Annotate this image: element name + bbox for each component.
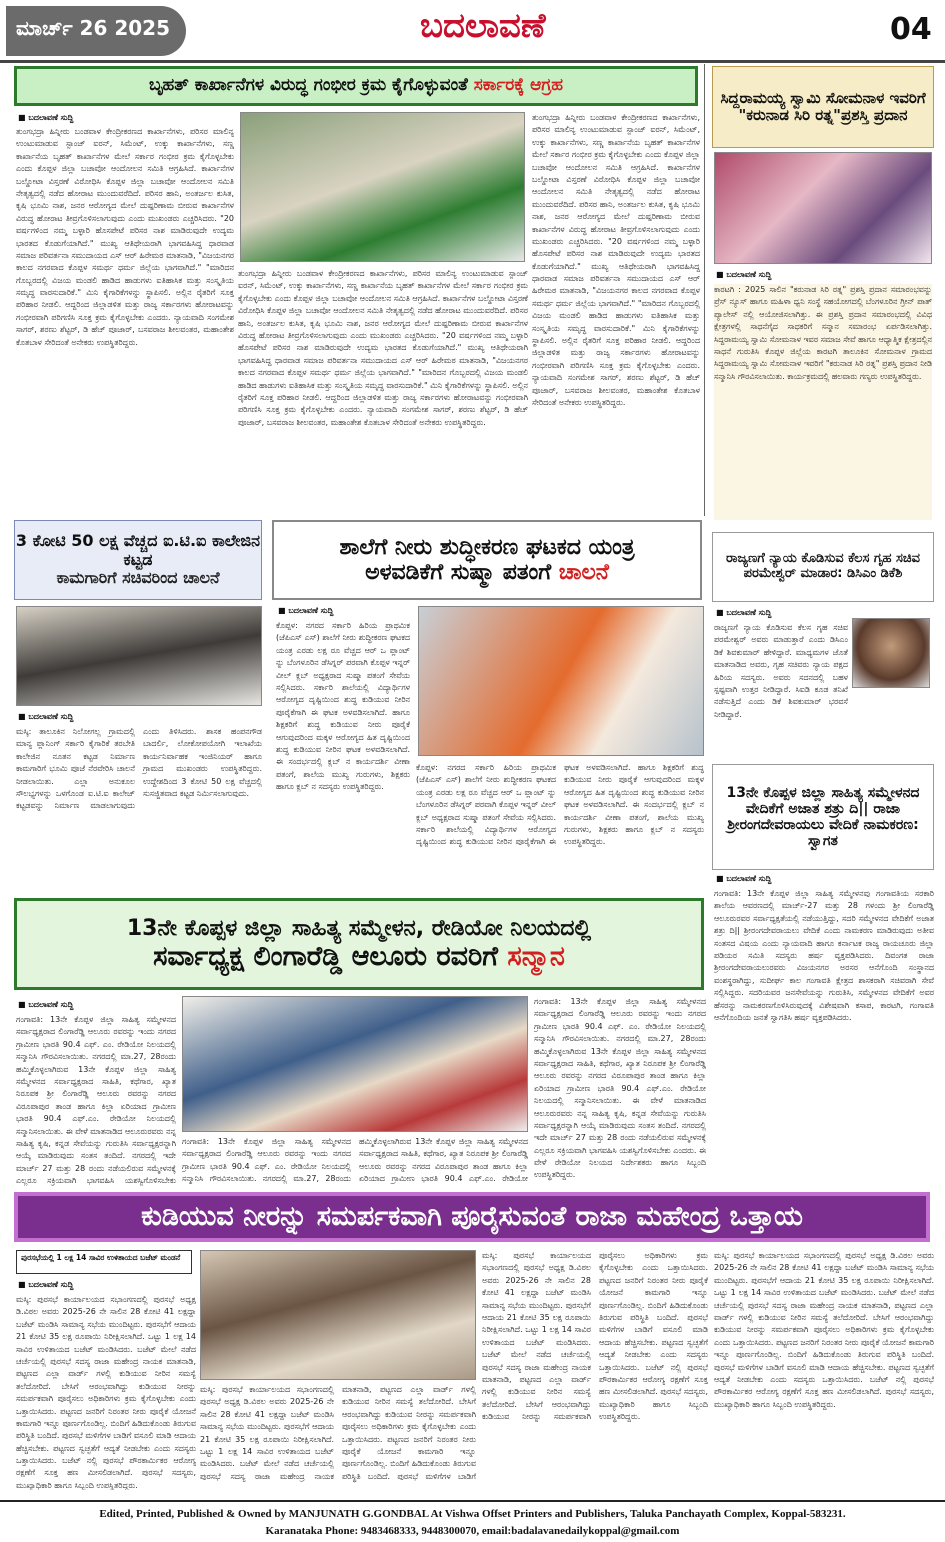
story7-caption: ಗಂಗಾವತಿ: 13ನೇ ಕೊಪ್ಪಳ ಜಿಲ್ಲಾ ಸಾಹಿತ್ಯ ಸಮ್ಮೇಳನದ ಸರ್ವಾಧ್ಯಕ್ಷರಾದ ಲಿಂಗಾರೆಡ್ಡಿ ಆಲೂರು ರವರನ್ನು ಇಂದು ನಗರದ ಗ್ರಾಮೀಣ ಭಾರತಿ 90.4 ಎಫ್. ಎಂ. ರೇಡಿಯೋ ನಿಲಯದಲ್ಲಿ ಸನ್ಮಾನಿಸಿ ಗೌರವಿಸಲಾಯಿತು. ನಗರದಲ್ಲಿ ಮಾ.27, 28ರಂದು ಹಮ್ಮಿಕೊಳ್ಳಲಾಗಿರುವ 13ನೇ ಕೊಪ್ಪಳ ಜಿಲ್ಲಾ ಸಾಹಿತ್ಯ ಸಮ್ಮೇಳನದ ಸರ್ವಾಧ್ಯಕ್ಷರಾದ ಸಾಹಿತಿ, ಕಥೆಗಾರ, ಖ್ಯಾತ ನಿರೂಪಕ ಶ್ರೀ ಲಿಂಗಾರೆಡ್ಡಿ ಆಲೂರು ರವರನ್ನು ನಗರದ ವಿರೂಪಾಪುರ ತಾಂಡ ಹಾಗೂ ಕಿಲ್ಲಾ ಏರಿಯಾದ ಗ್ರಾಮೀಣ ಭಾರತಿ 90.4 ಎಫ್.ಎಂ. ರೇಡಿಯೋ xyxy=(182,1137,528,1184)
story4-headline2-text: ಅಳವಡಿಕೆಗೆ ಸುಷ್ಮಾ ಪತಂಗೆ xyxy=(365,560,552,585)
story3-byline: ■ ಬದಲಾವಣೆ ಸುದ್ದಿ xyxy=(18,712,73,722)
story7-headline xyxy=(14,898,704,990)
story6-headline: 13ನೇ ಕೊಪ್ಪಳ ಜಿಲ್ಲಾ ಸಾಹಿತ್ಯ ಸಮ್ಮೇಳನದ ವೇದಿಕೆಗೆ ಅಜಾತ ಶತ್ರು ದಿ|| ರಾಜಾ ಶ್ರೀರಂಗದೇವರಾಯಲು ವೇದಿಕೆ ನಾಮಕರಣ: ಸ್ವಾಗತ xyxy=(712,764,934,870)
page-number: 04 xyxy=(890,12,932,47)
story5-headline: ರಾಜ್ಯಣಗೆ ನ್ಯಾಯ ಕೊಡಿಸುವ ಕೆಲಸ ಗೃಹ ಸಚಿವ ಪರಮೇಶ್ವರ್ ಮಾಡಾರ: ಡಿಸಿಎಂ ಡಿಕೆಶಿ xyxy=(712,532,934,602)
story5-body: ರಾಜ್ಯಣಗೆ ನ್ಯಾಯ ಕೊಡಿಸುವ ಕೆಲಸ ಗೃಹ ಸಚಿವ ಪರಮೇಶ್ವರ್ ಅವರು ಮಾಡುತ್ತಾರೆ ಎಂದು ಡಿಸಿಎಂ ಡಿಕೆ ಶಿವಕುಮಾರ್ ಹೇಳಿದ್ದಾರೆ. ಮಾಧ್ಯಮಗಳ ಜೊತೆ ಮಾತನಾಡಿದ ಅವರು, ಗೃಹ ಸಚಿವರು ನ್ಯಾಯ ಪಕ್ಷದ ಹಿರಿಯ ಸದಸ್ಯರು. ಅವರು ಸದನದಲ್ಲಿ ಬಹಳ ಸ್ಪಷ್ಟವಾಗಿ ಉತ್ತರ ನೀಡಿದ್ದಾರೆ. ಸಿಐಡಿ ಕೂಡ ತನಿಖೆ ನಡೆಸುತ್ತಿದೆ ಎಂದು ಡಿಕೆ ಶಿವಕುಮಾರ್ ಭರವಸೆ ನೀಡಿದ್ದಾರೆ. xyxy=(714,623,848,719)
story3-headline-text: 3 ಕೋಟಿ 50 ಲಕ್ಷ ವೆಚ್ಚದ ಐ.ಟಿ.ಐ ಕಾಲೇಜಿನ ಕಟ್ಟಡ xyxy=(15,531,261,569)
story7-body-col1: ಗಂಗಾವತಿ: 13ನೇ ಕೊಪ್ಪಳ ಜಿಲ್ಲಾ ಸಾಹಿತ್ಯ ಸಮ್ಮೇಳನದ ಸರ್ವಾಧ್ಯಕ್ಷರಾದ ಲಿಂಗಾರೆಡ್ಡಿ ಆಲೂರು ರವರನ್ನು ಇಂದು ನಗರದ ಗ್ರಾಮೀಣ ಭಾರತಿ 90.4 ಎಫ್. ಎಂ. ರೇಡಿಯೋ ನಿಲಯದಲ್ಲಿ ಸನ್ಮಾನಿಸಿ ಗೌರವಿಸಲಾಯಿತು. ನಗರದಲ್ಲಿ ಮಾ.27, 28ರಂದು ಹಮ್ಮಿಕೊಳ್ಳಲಾಗಿರುವ 13ನೇ ಕೊಪ್ಪಳ ಜಿಲ್ಲಾ ಸಾಹಿತ್ಯ ಸಮ್ಮೇಳನದ ಸರ್ವಾಧ್ಯಕ್ಷರಾದ ಸಾಹಿತಿ, ಕಥೆಗಾರ, ಖ್ಯಾತ ನಿರೂಪಕ ಶ್ರೀ ಲಿಂಗಾರೆಡ್ಡಿ ಆಲೂರು ರವರನ್ನು ನಗರದ ವಿರೂಪಾಪುರ ತಾಂಡ ಹಾಗೂ ಕಿಲ್ಲಾ ಏರಿಯಾದ ಗ್ರಾಮೀಣ ಭಾರತಿ 90.4 ಎಫ್.ಎಂ. ರೇಡಿಯೋ ನಿಲಯದಲ್ಲಿ ಸನ್ಮಾನಿಸಲಾಯಿತು. ಈ ವೇಳೆ ಮಾತನಾಡಿದ ಆಲೂರುರವರು ನನ್ನ ಸಾಹಿತ್ಯ ಕೃಷಿ, ಕನ್ನಡ ಸೇವೆಯನ್ನು ಗುರುತಿಸಿ ಸರ್ವಾಧ್ಯಕ್ಷರನ್ನಾಗಿ ಆಯ್ಕೆ ಮಾಡಿರುವುದು ಸಂತಸ ತಂದಿದೆ. ನಗರದಲ್ಲಿ ಇದೇ ಮಾರ್ಚ್ 27 ಮತ್ತು 28 ರಂದು ನಡೆಯಲಿರುವ ಸಮ್ಮೇಳನಕ್ಕೆ ಎಲ್ಲರೂ ಸಕ್ರಿಯವಾಗಿ ಭಾಗವಹಿಸಿ ಯಶಸ್ವಿಗೊಳಿಸಬೇಕು xyxy=(16,1015,176,1186)
story4-byline: ■ ಬದಲಾವಣೆ ಸುದ್ದಿ xyxy=(278,606,333,616)
story2-byline: ■ ಬದಲಾವಣೆ ಸುದ್ದಿ xyxy=(716,270,771,280)
newspaper-title: ಬದಲಾವಣೆ xyxy=(420,6,546,46)
story7-byline: ■ ಬದಲಾವಣೆ ಸುದ್ದಿ xyxy=(18,1000,73,1010)
story2-headline: ಸಿದ್ದರಾಮಯ್ಯ ಸ್ವಾಮಿ ಸೋಮನಾಳ ಇವರಿಗೆ "ಕರುನಾಡ ಸಿರಿ ರತ್ನ"ಪ್ರಶಸ್ತಿ ಪ್ರದಾನ xyxy=(712,66,934,148)
story7-headline-red: ಸನ್ಮಾನ xyxy=(507,941,565,973)
imprint-footer xyxy=(0,1500,945,1542)
story7-photo xyxy=(182,996,528,1132)
story8-body-col4: ಮಸ್ಕಿ: ಪುರಸಭೆ ಕಾರ್ಯಾಲಯದ ಸಭಾಂಗಣದಲ್ಲಿ ಪುರಸಭೆ ಅಧ್ಯಕ್ಷ ಡಿ.ವಿಠಲ ಅವರು 2025-26 ನೇ ಸಾಲಿನ 28 ಕೋಟಿ 41 ಲಕ್ಷದ್ದಾ ಬಜೆಟ್ ಮಂಡಿಸಿ ಸಾಮಾನ್ಯ ಸಭೆಯ ಮುಂದಿಟ್ಟರು. ಪುರಸಭೆಗೆ ಆದಾಯ 21 ಕೋಟಿ 35 ಲಕ್ಷ ರೂಪಾಯಿ ನಿರೀಕ್ಷಿಸಲಾಗಿದೆ. ಒಟ್ಟು 1 ಲಕ್ಷ 14 ಸಾವಿರ ಉಳಿತಾಯದ ಬಜೆಟ್ ಮಂಡಿಸಿದರು. ಬಜೆಟ್ ಮೇಲೆ ನಡೆದ ಚರ್ಚೆಯಲ್ಲಿ ಪುರಸಭೆ ಸದಸ್ಯ ರಾಜಾ ಮಹೇಂದ್ರ ನಾಯಕ ಮಾತನಾಡಿ, ಪಟ್ಟಣದ ಎಲ್ಲಾ ವಾರ್ಡ್ ಗಳಲ್ಲಿ ಕುಡಿಯುವ ನೀರಿನ ಸಮಸ್ಯೆ ತಲೆದೋರಿದೆ. ಬೇಸಿಗೆ ಆರಂಭವಾಗಿದ್ದು ಕುಡಿಯುವ ನೀರನ್ನು ಸಮರ್ಪಕವಾಗಿ ಪೂರೈಸಲು ಅಧಿಕಾರಿಗಳು ಕ್ರಮ ಕೈಗೊಳ್ಳಬೇಕು ಎಂದು ಒತ್ತಾಯಿಸಿದರು. ಪಟ್ಟಣದ ಜನರಿಗೆ ನಿರಂತರ ನೀರು ಪೂರೈಕೆ ಯೋಜನೆ ಕಾಮಗಾರಿ ಇನ್ನೂ ಪೂರ್ಣಗೊಂಡಿಲ್ಲ. ಬಿಂದಿಗೆ ಹಿಡಿದುಕೊಂಡು ತಿರುಗುವ ಪರಿಸ್ಥಿತಿ ಬಂದಿದೆ. ಪುರಸಭೆ ಮಳಿಗೆಗಳ ಬಾಡಿಗೆ ವಸೂಲಿ ಮಾಡಿ ಆದಾಯ ಹೆಚ್ಚಿಸಬೇಕು. ಪಟ್ಟಣದ ಸ್ವಚ್ಛತೆಗೆ ಆದ್ಯತೆ ನೀಡಬೇಕು ಎಂದು ಸದಸ್ಯರು ಒತ್ತಾಯಿಸಿದರು. ಬಜೆಟ್ ನಲ್ಲಿ ಪುರಸಭೆ ಪೌರಕಾರ್ಮಿಕರ ಆರೋಗ್ಯ ರಕ್ಷಣೆಗೆ ಸೂಕ್ತ ಹಣ ಮೀಸಲಿಡಲಾಗಿದೆ. ಪುರಸಭೆ ಸದಸ್ಯರು, ಮುಖ್ಯಾಧಿಕಾರಿ ಹಾಗೂ ಸಿಬ್ಬಂದಿ ಉಪಸ್ಥಿತರಿದ್ದರು. xyxy=(714,1251,934,1409)
story8-body-col1: ಮಸ್ಕಿ: ಪುರಸಭೆ ಕಾರ್ಯಾಲಯದ ಸಭಾಂಗಣದಲ್ಲಿ ಪುರಸಭೆ ಅಧ್ಯಕ್ಷ ಡಿ.ವಿಠಲ ಅವರು 2025-26 ನೇ ಸಾಲಿನ 28 ಕೋಟಿ 41 ಲಕ್ಷದ್ದಾ ಬಜೆಟ್ ಮಂಡಿಸಿ ಸಾಮಾನ್ಯ ಸಭೆಯ ಮುಂದಿಟ್ಟರು. ಪುರಸಭೆಗೆ ಆದಾಯ 21 ಕೋಟಿ 35 ಲಕ್ಷ ರೂಪಾಯಿ ನಿರೀಕ್ಷಿಸಲಾಗಿದೆ. ಒಟ್ಟು 1 ಲಕ್ಷ 14 ಸಾವಿರ ಉಳಿತಾಯದ ಬಜೆಟ್ ಮಂಡಿಸಿದರು. ಬಜೆಟ್ ಮೇಲೆ ನಡೆದ ಚರ್ಚೆಯಲ್ಲಿ ಪುರಸಭೆ ಸದಸ್ಯ ರಾಜಾ ಮಹೇಂದ್ರ ನಾಯಕ ಮಾತನಾಡಿ, ಪಟ್ಟಣದ ಎಲ್ಲಾ ವಾರ್ಡ್ ಗಳಲ್ಲಿ ಕುಡಿಯುವ ನೀರಿನ ಸಮಸ್ಯೆ ತಲೆದೋರಿದೆ. ಬೇಸಿಗೆ ಆರಂಭವಾಗಿದ್ದು ಕುಡಿಯುವ ನೀರನ್ನು ಸಮರ್ಪಕವಾಗಿ ಪೂರೈಸಲು ಅಧಿಕಾರಿಗಳು ಕ್ರಮ ಕೈಗೊಳ್ಳಬೇಕು ಎಂದು ಒತ್ತಾಯಿಸಿದರು. ಪಟ್ಟಣದ ಜನರಿಗೆ ನಿರಂತರ ನೀರು ಪೂರೈಕೆ ಯೋಜನೆ ಕಾಮಗಾರಿ ಇನ್ನೂ ಪೂರ್ಣಗೊಂಡಿಲ್ಲ. ಬಿಂದಿಗೆ ಹಿಡಿದುಕೊಂಡು ತಿರುಗುವ ಪರಿಸ್ಥಿತಿ ಬಂದಿದೆ. ಪುರಸಭೆ ಮಳಿಗೆಗಳ ಬಾಡಿಗೆ ವಸೂಲಿ ಮಾಡಿ ಆದಾಯ ಹೆಚ್ಚಿಸಬೇಕು. ಪಟ್ಟಣದ ಸ್ವಚ್ಛತೆಗೆ ಆದ್ಯತೆ ನೀಡಬೇಕು ಎಂದು ಸದಸ್ಯರು ಒತ್ತಾಯಿಸಿದರು. ಬಜೆಟ್ ನಲ್ಲಿ ಪುರಸಭೆ ಪೌರಕಾರ್ಮಿಕರ ಆರೋಗ್ಯ ರಕ್ಷಣೆಗೆ ಸೂಕ್ತ ಹಣ ಮೀಸಲಿಡಲಾಗಿದೆ. ಪುರಸಭೆ ಸದಸ್ಯರು, ಮುಖ್ಯಾಧಿಕಾರಿ ಹಾಗೂ ಸಿಬ್ಬಂದಿ ಉಪಸ್ಥಿತರಿದ್ದರು. xyxy=(16,1295,196,1490)
imprint-line2: Karanataka Phone: 9483468333, 9448300070, email:badalavanedailykoppal@gmail.com xyxy=(265,1524,680,1537)
column-divider xyxy=(704,64,705,516)
story1-headline-red: ಸರ್ಕಾರಕ್ಕೆ ಆಗ್ರಹ xyxy=(473,75,564,96)
story3-photo xyxy=(16,606,262,706)
story4-headline-red: ಚಾಲನೆ xyxy=(558,560,609,585)
story2-body: ಕಾರಟಗಿ : 2025 ಸಾಲಿನ "ಕರುನಾಡ ಸಿರಿ ರತ್ನ" ಪ್ರಶಸ್ತಿ ಪ್ರದಾನ ಸಮಾರಂಭವನ್ನು ಪ್ರೆಸ್ ನ್ಯೂಸ್ ಹಾಗೂ ಮಹಿಳಾ ಧ್ವನಿ ಸಂಸ್ಥೆ ಸಹಯೋಗದಲ್ಲಿ ಬೆಂಗಳೂರಿನ ಗ್ರೀನ್ ಪಾತ್ ಪ್ಯಾಲೇಸ್ ನಲ್ಲಿ ಆಯೋಜಿಸಲಾಗಿತ್ತು. ಈ ಪ್ರಶಸ್ತಿ ಪ್ರದಾನ ಸಮಾರಂಭದಲ್ಲಿ ವಿವಿಧ ಕ್ಷೇತ್ರಗಳಲ್ಲಿ ಸಾಧನೆಗೈದ ಸಾಧಕರಿಗೆ ಸನ್ಮಾನ ಸಮಾರಂಭ ಏರ್ಪಡಿಸಲಾಗಿತ್ತು. ಸಿದ್ದರಾಮಯ್ಯ ಸ್ವಾಮಿ ಸೋಮನಾಳ ಇವರ ಸಮಾಜ ಸೇವೆ ಹಾಗೂ ಆಧ್ಯಾತ್ಮಿಕ ಕ್ಷೇತ್ರದಲ್ಲಿನ ಸಾಧನೆ ಗುರುತಿಸಿ ಕೊಪ್ಪಳ ಜಿಲ್ಲೆಯ ಕಾರಟಗಿ ತಾಲೂಕಿನ ಸೋಮನಾಳ ಗ್ರಾಮದ ಸಿದ್ದರಾಮಯ್ಯ ಸ್ವಾಮಿ ಸೋಮನಾಳ ಇವರಿಗೆ "ಕರುನಾಡ ಸಿರಿ ರತ್ನ" ಪ್ರಶಸ್ತಿ ಪ್ರದಾನ ನೀಡಿ ಸನ್ಮಾನಿಸಿ ಗೌರವಿಸಲಾಯಿತು. ಕಾರ್ಯಕ್ರಮದಲ್ಲಿ ಹಲವಾರು ಗಣ್ಯರು ಉಪಸ್ಥಿತರಿದ್ದರು. xyxy=(714,284,932,520)
story1-headline-text: ಬೃಹತ್ ಕಾರ್ಖಾನೆಗಳ ವಿರುದ್ಧ ಗಂಭೀರ ಕ್ರಮ ಕೈಗೊಳ್ಳುವಂತೆ xyxy=(148,75,468,96)
story4-headline-line2 xyxy=(365,560,609,585)
story8-body-col2: ಮಸ್ಕಿ: ಪುರಸಭೆ ಕಾರ್ಯಾಲಯದ ಸಭಾಂಗಣದಲ್ಲಿ ಪುರಸಭೆ ಅಧ್ಯಕ್ಷ ಡಿ.ವಿಠಲ ಅವರು 2025-26 ನೇ ಸಾಲಿನ 28 ಕೋಟಿ 41 ಲಕ್ಷದ್ದಾ ಬಜೆಟ್ ಮಂಡಿಸಿ ಸಾಮಾನ್ಯ ಸಭೆಯ ಮುಂದಿಟ್ಟರು. ಪುರಸಭೆಗೆ ಆದಾಯ 21 ಕೋಟಿ 35 ಲಕ್ಷ ರೂಪಾಯಿ ನಿರೀಕ್ಷಿಸಲಾಗಿದೆ. ಒಟ್ಟು 1 ಲಕ್ಷ 14 ಸಾವಿರ ಉಳಿತಾಯದ ಬಜೆಟ್ ಮಂಡಿಸಿದರು. ಬಜೆಟ್ ಮೇಲೆ ನಡೆದ ಚರ್ಚೆಯಲ್ಲಿ ಪುರಸಭೆ ಸದಸ್ಯ ರಾಜಾ ಮಹೇಂದ್ರ ನಾಯಕ ಮಾತನಾಡಿ, ಪಟ್ಟಣದ ಎಲ್ಲಾ ವಾರ್ಡ್ ಗಳಲ್ಲಿ ಕುಡಿಯುವ ನೀರಿನ ಸಮಸ್ಯೆ ತಲೆದೋರಿದೆ. ಬೇಸಿಗೆ ಆರಂಭವಾಗಿದ್ದು ಕುಡಿಯುವ ನೀರನ್ನು ಸಮರ್ಪಕವಾಗಿ ಪೂರೈಸಲು ಅಧಿಕಾರಿಗಳು ಕ್ರಮ ಕೈಗೊಳ್ಳಬೇಕು ಎಂದು ಒತ್ತಾಯಿಸಿದರು. ಪಟ್ಟಣದ ಜನರಿಗೆ ನಿರಂತರ ನೀರು ಪೂರೈಕೆ ಯೋಜನೆ ಕಾಮಗಾರಿ ಇನ್ನೂ ಪೂರ್ಣಗೊಂಡಿಲ್ಲ. ಬಿಂದಿಗೆ ಹಿಡಿದುಕೊಂಡು ತಿರುಗುವ ಪರಿಸ್ಥಿತಿ ಬಂದಿದೆ. ಪುರಸಭೆ ಮಳಿಗೆಗಳ ಬಾಡಿಗೆ xyxy=(200,1385,476,1481)
story4-headline-line1: ಶಾಲೆಗೆ ನೀರು ಶುದ್ಧೀಕರಣ ಘಟಕದ ಯಂತ್ರ xyxy=(339,534,635,560)
story1-photo xyxy=(240,112,525,262)
issue-date: ಮಾರ್ಚ್ 26 2025 xyxy=(6,6,186,56)
story4-body-col2: ಕೊಪ್ಪಳ: ನಗರದ ಸರ್ಕಾರಿ ಹಿರಿಯ ಪ್ರಾಥಮಿಕ (ಜೆಪಿಎಸ್ ಎಸ್) ಶಾಲೆಗೆ ನೀರು ಶುದ್ಧೀಕರಣ ಘಟಕದ ಯಂತ್ರ ಎರಡು ಲಕ್ಷ ರೂ ವೆಚ್ಚದ ಆರ್ ಒ ಪ್ಲಾಂಟ್ ನ್ನು ಬೆಂಗಳೂರಿನ ಡೆಸಿಗ್ನರ್ ಪರವಾಗಿ ಕೊಪ್ಪಳ ಇನ್ನರ್ ವೀಲ್ ಕ್ಲಬ್ ಅಧ್ಯಕ್ಷರಾದ ಸುಷ್ಮಾ ಪತಂಗೆ ಸೇವೆಯ ಸಲ್ಲಿಸಿದರು. ಸರ್ಕಾರಿ ಶಾಲೆಯಲ್ಲಿ ವಿದ್ಯಾರ್ಥಿಗಳ ಆರೋಗ್ಯದ ದೃಷ್ಟಿಯಿಂದ ಶುದ್ಧ ಕುಡಿಯುವ ನೀರಿನ ಪೂರೈಕೆಗಾಗಿ ಈ ಘಟಕ ಅಳವಡಿಸಲಾಗಿದೆ. ಹಾಗೂ ಶಿಕ್ಷಕರಿಗೆ ಶುದ್ಧ ಕುಡಿಯುವ ನೀರು ಪೂರೈಕೆ ಆಗುವುದರಿಂದ ಮಕ್ಕಳ ಆರೋಗ್ಯದ ಹಿತ ದೃಷ್ಟಿಯಿಂದ ಶುದ್ಧ ಕುಡಿಯುವ ನೀರಿನ ಘಟಕ ಅಳವಡಿಸಲಾಗಿದೆ. ಈ ಸಂದರ್ಭದಲ್ಲಿ ಕ್ಲಬ್ ನ ಕಾರ್ಯದರ್ಶಿ ವೀಣಾ ಪತಂಗೆ, ಶಾಲೆಯ ಮುಖ್ಯ ಗುರುಗಳು, ಶಿಕ್ಷಕರು ಹಾಗೂ ಕ್ಲಬ್ ನ ಸದಸ್ಯರು ಉಪಸ್ಥಿತರಿದ್ದರು. xyxy=(416,763,704,847)
story1-body-col1: ತುಂಗಭದ್ರಾ ಹಿನ್ನೀರು ಬಂಡವಾಳ ಕೇಂದ್ರೀಕರಣದ ಕಾರ್ಖಾನೆಗಳು, ಪರಿಸರ ಮಾಲಿನ್ಯ ಉಂಟುಮಾಡುವ ಸ್ಪಾಂಜ್ ಐರನ್, ಸಿಮೆಂಟ್, ಉಕ್ಕು ಕಾರ್ಖಾನೆಗಳು, ಸಣ್ಣ ಕಾರ್ಖಾನೆಯ ಬೃಹತ್ ಕಾರ್ಖಾನೆಗಳ ಮೇಲೆ ಸರ್ಕಾರ ಗಂಭೀರ ಕ್ರಮ ಕೈಗೊಳ್ಳಬೇಕು ಎಂದು ಕೊಪ್ಪಳ ಜಿಲ್ಲಾ ಬಚಾವೋ ಆಂದೋಲನ ಸಮಿತಿ ಆಗ್ರಹಿಸಿದೆ. ಕಾರ್ಖಾನೆಗಳ ಬಲ್ಡೋಟಾ ವಿಸ್ತರಣೆ ವಿರೋಧಿಸಿ ಕೊಪ್ಪಳ ಜಿಲ್ಲಾ ಬಚಾವೋ ಆಂದೋಲನ ಸಮಿತಿ ನೇತೃತ್ವದಲ್ಲಿ ನಡೆದ ಹೋರಾಟ ಮುಂದುವರೆದಿದೆ. ಪರಿಸರ ಹಾನಿ, ಅಂತರ್ಜಲ ಕುಸಿತ, ಕೃಷಿ ಭೂಮಿ ನಾಶ, ಜನರ ಆರೋಗ್ಯದ ಮೇಲೆ ದುಷ್ಪರಿಣಾಮ ಬೀರುವ ಕಾರ್ಖಾನೆಗಳ ವಿರುದ್ಧ ಹೋರಾಟ ತೀವ್ರಗೊಳಿಸಲಾಗುವುದು ಎಂದು ಮುಖಂಡರು ಎಚ್ಚರಿಸಿದರು. "20 ವರ್ಷಗಳಿಂದ ನಮ್ಮ ಬಳ್ಳಾರಿ ಹೊಸಪೇಟೆ ಪರಿಸರ ನಾಶ ಮಾಡಿರುವುದೇ ಉದ್ಯಮ ಭಾರತದ ಕೊಡುಗೆಯಾಗಿದೆ." ಮುಖ್ಯ ಆತಿಥೇಯರಾಗಿ ಭಾಗವಹಿಸಿದ್ದ ಧಾರವಾಡ ಸಮಾಜ ಪರಿವರ್ತನಾ ಸಮುದಾಯದ ಎಸ್ ಆರ್ ಹಿರೇಮಠ ಮಾತನಾಡಿ, "ವಿಜಯನಗರ ಕಾಲದ ನಗರವಾದ ಕೊಪ್ಪಳ ಸಮರ್ಥ ಧರ್ಮ ಜಿಲ್ಲೆಯ ಭಾಗವಾಗಿದೆ." "ಮಾರಿದನ ಗೊಬ್ಬರದಲ್ಲಿ ವಿಜಯ ಮಂಡಲಿ ಹಾಡಿದ ಹಾಡುಗಳು ಐತಿಹಾಸಿಕ ಮತ್ತು ಸಂಸ್ಕೃತಿಯ ಸಮೃದ್ಧ ವಾರಸುದಾರಿಕೆ." ಮಿನಿ ಕೈಗಾರಿಕೆಗಳನ್ನು ಸ್ಥಾಪಿಸಲಿ. ಅಲ್ಲಿನ ರೈತರಿಗೆ ಸೂಕ್ತ ಪರಿಹಾರ ನೀಡಲಿ. ಆದ್ದರಿಂದ ಜಿಲ್ಲಾಡಳಿತ ಮತ್ತು ರಾಜ್ಯ ಸರ್ಕಾರಗಳು ಹೋರಾಟವನ್ನು ಗಂಭೀರವಾಗಿ ಪರಿಗಣಿಸಿ ಸೂಕ್ತ ಕ್ರಮ ಕೈಗೊಳ್ಳಬೇಕು ಎಂದರು. ನ್ಯಾಯವಾದಿ ಸಂಗಮೇಶ ಸಾಗರ್, ಶರಣು ಶೆಟ್ಟರ್, ಡಿ ಹೆಚ್ ಪೂಜಾರ್, ಬಸವರಾಜ ಶೀಲವಂತರ, ಮಹಾಂತೇಶ ಕೊತಬಾಳ ಸೇರಿದಂತೆ ಅನೇಕರು ಉಪಸ್ಥಿತರಿದ್ದರು. xyxy=(16,127,234,347)
story3-headline xyxy=(14,520,262,600)
story7-headline2-text: ಸರ್ವಾಧ್ಯಕ್ಷ ಲಿಂಗಾರೆಡ್ಡಿ ಆಲೂರು ರವರಿಗೆ xyxy=(153,941,498,973)
story7-body-col2: ಗಂಗಾವತಿ: 13ನೇ ಕೊಪ್ಪಳ ಜಿಲ್ಲಾ ಸಾಹಿತ್ಯ ಸಮ್ಮೇಳನದ ಸರ್ವಾಧ್ಯಕ್ಷರಾದ ಲಿಂಗಾರೆಡ್ಡಿ ಆಲೂರು ರವರನ್ನು ಇಂದು ನಗರದ ಗ್ರಾಮೀಣ ಭಾರತಿ 90.4 ಎಫ್. ಎಂ. ರೇಡಿಯೋ ನಿಲಯದಲ್ಲಿ ಸನ್ಮಾನಿಸಿ ಗೌರವಿಸಲಾಯಿತು. ನಗರದಲ್ಲಿ ಮಾ.27, 28ರಂದು ಹಮ್ಮಿಕೊಳ್ಳಲಾಗಿರುವ 13ನೇ ಕೊಪ್ಪಳ ಜಿಲ್ಲಾ ಸಾಹಿತ್ಯ ಸಮ್ಮೇಳನದ ಸರ್ವಾಧ್ಯಕ್ಷರಾದ ಸಾಹಿತಿ, ಕಥೆಗಾರ, ಖ್ಯಾತ ನಿರೂಪಕ ಶ್ರೀ ಲಿಂಗಾರೆಡ್ಡಿ ಆಲೂರು ರವರನ್ನು ನಗರದ ವಿರೂಪಾಪುರ ತಾಂಡ ಹಾಗೂ ಕಿಲ್ಲಾ ಏರಿಯಾದ ಗ್ರಾಮೀಣ ಭಾರತಿ 90.4 ಎಫ್.ಎಂ. ರೇಡಿಯೋ ನಿಲಯದಲ್ಲಿ ಸನ್ಮಾನಿಸಲಾಯಿತು. ಈ ವೇಳೆ ಮಾತನಾಡಿದ ಆಲೂರುರವರು ನನ್ನ ಸಾಹಿತ್ಯ ಕೃಷಿ, ಕನ್ನಡ ಸೇವೆಯನ್ನು ಗುರುತಿಸಿ ಸರ್ವಾಧ್ಯಕ್ಷರನ್ನಾಗಿ ಆಯ್ಕೆ ಮಾಡಿರುವುದು ಸಂತಸ ತಂದಿದೆ. ನಗರದಲ್ಲಿ ಇದೇ ಮಾರ್ಚ್ 27 ಮತ್ತು 28 ರಂದು ನಡೆಯಲಿರುವ ಸಮ್ಮೇಳನಕ್ಕೆ ಎಲ್ಲರೂ ಸಕ್ರಿಯವಾಗಿ ಭಾಗವಹಿಸಿ ಯಶಸ್ವಿಗೊಳಿಸಬೇಕು ಎಂದರು. ಈ ವೇಳೆ ರೇಡಿಯೋ ನಿಲಯದ ನಿರ್ದೇಶಕರು ಹಾಗೂ ಸಿಬ್ಬಂದಿ ಉಪಸ್ಥಿತರಿದ್ದರು. xyxy=(534,997,706,1180)
imprint-line1: Edited, Printed, Published & Owned by MANJUNATH G.GONDBAL At Vishwa Offset Printers and Publishers, Taluka Panchayath Complex, Koppal-583231. xyxy=(99,1508,846,1520)
story5-photo xyxy=(852,618,930,688)
story7-headline-line1: 13ನೇ ಕೊಪ್ಪಳ ಜಿಲ್ಲಾ ಸಾಹಿತ್ಯ ಸಮ್ಮೇಳನ, ರೇಡಿಯೋ ನಿಲಯದಲ್ಲಿ xyxy=(126,915,592,941)
story6-body: ಗಂಗಾವತಿ: 13ನೇ ಕೊಪ್ಪಳ ಜಿಲ್ಲಾ ಸಾಹಿತ್ಯ ಸಮ್ಮೇಳನವು ಗಂಗಾವತಿಯ ಸರಕಾರಿ ಶಾಲೆಯ ಆವರಣದಲ್ಲಿ ಮಾರ್ಚ್-27 ಮತ್ತು 28 ಗಳಂದು ಶ್ರೀ ಲಿಂಗಾರೆಡ್ಡಿ ಆಲೂರುರವರ ಸರ್ವಾಧ್ಯಕ್ಷತೆಯಲ್ಲಿ ನಡೆಯುತ್ತಿದ್ದು, ಸದರಿ ಸಮ್ಮೇಳನದ ವೇದಿಕೆಗೆ ಅಜಾತ ಶತ್ರು ದಿ|| ಶ್ರೀರಂಗದೇವರಾಯಲು ವೇದಿಕೆ ಎಂದು ನಾಮಕರಣ ಮಾಡಿರುವುದು ಅತೀವ ಸಂತಸದ ವಿಷಯ ಎಂದು ನ್ಯಾಯವಾದಿ ಹಾಗೂ ಕರ್ನಾಟಕ ರಾಜ್ಯ ರಾಯಚೂರು ಜಿಲ್ಲಾ ಪಡಿಯರ ಸಮಿತಿ ಸದಸ್ಯರು ಹರ್ಷ ವ್ಯಕ್ತಪಡಿಸಿದರು. ದಿವಂಗತ ರಾಜಾ ಶ್ರೀರಂಗದೇವರಾಯಲುರವರು ವಿಜಯನಗರ ಅರಸರ ಆನೆಗೊಂದಿ ಸಂಸ್ಥಾನದ ವಂಶಸ್ಥರಾಗಿದ್ದು, ಸುದೀರ್ಘ ಕಾಲ ಗಂಗಾವತಿ ಕ್ಷೇತ್ರದ ಶಾಸಕರಾಗಿ ಸಚಿವರಾಗಿ ಸೇವೆ ಸಲ್ಲಿಸಿದ್ದರು. ಸದರಿಯವರ ಜನಸೇವೆಯನ್ನು ಗುರುತಿಸಿ, ಸಮ್ಮೇಳನದ ವೇದಿಕೆಗೆ ಅವರ ಹೆಸರನ್ನು ನಾಮಕರಣಗೊಳಿಸಿರುವುದಕ್ಕೆ ವಿಶೇಷವಾಗಿ ಕಸಾಪ, ಕಾರಟಗಿ, ಗಂಗಾವತಿ ಆನೆಗೊಂದಿಯ ಜನತೆ ಸ್ವಾಗತಿಸಿ ಹರ್ಷ ವ್ಯಕ್ತಪಡಿಸಿದರು. xyxy=(714,889,934,1022)
story1-headline xyxy=(14,66,698,106)
story7-headline-line2 xyxy=(153,941,565,972)
story1-body-col2: ತುಂಗಭದ್ರಾ ಹಿನ್ನೀರು ಬಂಡವಾಳ ಕೇಂದ್ರೀಕರಣದ ಕಾರ್ಖಾನೆಗಳು, ಪರಿಸರ ಮಾಲಿನ್ಯ ಉಂಟುಮಾಡುವ ಸ್ಪಾಂಜ್ ಐರನ್, ಸಿಮೆಂಟ್, ಉಕ್ಕು ಕಾರ್ಖಾನೆಗಳು, ಸಣ್ಣ ಕಾರ್ಖಾನೆಯ ಬೃಹತ್ ಕಾರ್ಖಾನೆಗಳ ಮೇಲೆ ಸರ್ಕಾರ ಗಂಭೀರ ಕ್ರಮ ಕೈಗೊಳ್ಳಬೇಕು ಎಂದು ಕೊಪ್ಪಳ ಜಿಲ್ಲಾ ಬಚಾವೋ ಆಂದೋಲನ ಸಮಿತಿ ಆಗ್ರಹಿಸಿದೆ. ಕಾರ್ಖಾನೆಗಳ ಬಲ್ಡೋಟಾ ವಿಸ್ತರಣೆ ವಿರೋಧಿಸಿ ಕೊಪ್ಪಳ ಜಿಲ್ಲಾ ಬಚಾವೋ ಆಂದೋಲನ ಸಮಿತಿ ನೇತೃತ್ವದಲ್ಲಿ ನಡೆದ ಹೋರಾಟ ಮುಂದುವರೆದಿದೆ. ಪರಿಸರ ಹಾನಿ, ಅಂತರ್ಜಲ ಕುಸಿತ, ಕೃಷಿ ಭೂಮಿ ನಾಶ, ಜನರ ಆರೋಗ್ಯದ ಮೇಲೆ ದುಷ್ಪರಿಣಾಮ ಬೀರುವ ಕಾರ್ಖಾನೆಗಳ ವಿರುದ್ಧ ಹೋರಾಟ ತೀವ್ರಗೊಳಿಸಲಾಗುವುದು ಎಂದು ಮುಖಂಡರು ಎಚ್ಚರಿಸಿದರು. "20 ವರ್ಷಗಳಿಂದ ನಮ್ಮ ಬಳ್ಳಾರಿ ಹೊಸಪೇಟೆ ಪರಿಸರ ನಾಶ ಮಾಡಿರುವುದೇ ಉದ್ಯಮ ಭಾರತದ ಕೊಡುಗೆಯಾಗಿದೆ." ಮುಖ್ಯ ಆತಿಥೇಯರಾಗಿ ಭಾಗವಹಿಸಿದ್ದ ಧಾರವಾಡ ಸಮಾಜ ಪರಿವರ್ತನಾ ಸಮುದಾಯದ ಎಸ್ ಆರ್ ಹಿರೇಮಠ ಮಾತನಾಡಿ, "ವಿಜಯನಗರ ಕಾಲದ ನಗರವಾದ ಕೊಪ್ಪಳ ಸಮರ್ಥ ಧರ್ಮ ಜಿಲ್ಲೆಯ ಭಾಗವಾಗಿದೆ." "ಮಾರಿದನ ಗೊಬ್ಬರದಲ್ಲಿ ವಿಜಯ ಮಂಡಲಿ ಹಾಡಿದ ಹಾಡುಗಳು ಐತಿಹಾಸಿಕ ಮತ್ತು ಸಂಸ್ಕೃತಿಯ ಸಮೃದ್ಧ ವಾರಸುದಾರಿಕೆ." ಮಿನಿ ಕೈಗಾರಿಕೆಗಳನ್ನು ಸ್ಥಾಪಿಸಲಿ. ಅಲ್ಲಿನ ರೈತರಿಗೆ ಸೂಕ್ತ ಪರಿಹಾರ ನೀಡಲಿ. ಆದ್ದರಿಂದ ಜಿಲ್ಲಾಡಳಿತ ಮತ್ತು ರಾಜ್ಯ ಸರ್ಕಾರಗಳು ಹೋರಾಟವನ್ನು ಗಂಭೀರವಾಗಿ ಪರಿಗಣಿಸಿ ಸೂಕ್ತ ಕ್ರಮ ಕೈಗೊಳ್ಳಬೇಕು ಎಂದರು. ನ್ಯಾಯವಾದಿ ಸಂಗಮೇಶ ಸಾಗರ್, ಶರಣು ಶೆಟ್ಟರ್, ಡಿ ಹೆಚ್ ಪೂಜಾರ್, ಬಸವರಾಜ ಶೀಲವಂತರ, ಮಹಾಂತೇಶ ಕೊತಬಾಳ ಸೇರಿದಂತೆ ಅನೇಕರು ಉಪಸ್ಥಿತರಿದ್ದರು. xyxy=(238,269,528,427)
story3-body: ಮಸ್ಕಿ: ತಾಲೂಕಿನ ನಿಲೋಗಲ್ಲ ಗ್ರಾಮದಲ್ಲಿ ಮಾನ್ಯ ಪ್ಲಾನಿಂಗ್ ಸರ್ಕಾರಿ ಕೈಗಾರಿಕೆ ತರಬೇತಿ ಕಾಲೇಜಿನ ನೂತನ ಕಟ್ಟಡ ನಿರ್ಮಾಣ ಕಾಮಗಾರಿಗೆ ಭೂಮಿ ಪೂಜೆ ನೆರವೇರಿಸಿ ಚಾಲನೆ ನೀಡಲಾಯಿತು. ಎಲ್ಲಾ ಅನುಕೂಲ ಸೌಲಭ್ಯಗಳನ್ನು ಒಳಗೊಂಡ ಐ.ಟಿ.ಐ ಕಾಲೇಜ್ ಕಟ್ಟಡವನ್ನು ನಿರ್ಮಾಣ ಮಾಡಲಾಗುವುದು ಎಂದು ತಿಳಿಸಿದರು. ಶಾಸಕ ಹಂಪನಗೌಡ ಬಾದರ್ಲಿ, ಲೋಕೋಪಯೋಗಿ ಇಲಾಖೆಯ ಕಾರ್ಯನಿರ್ವಾಹಕ ಇಂಜಿನಿಯರ್ ಹಾಗೂ ಗ್ರಾಮದ ಮುಖಂಡರು ಉಪಸ್ಥಿತರಿದ್ದರು. ಉದ್ದೇಶದಿಂದ 3 ಕೋಟಿ 50 ಲಕ್ಷ ವೆಚ್ಚದಲ್ಲಿ ಸುಸಜ್ಜಿತವಾದ ಕಟ್ಟಡ ನಿರ್ಮಿಸಲಾಗುವುದು. xyxy=(16,727,262,811)
story2-photo xyxy=(714,152,932,264)
story1-byline: ■ ಬದಲಾವಣೆ ಸುದ್ದಿ xyxy=(18,113,73,123)
story4-headline xyxy=(272,520,702,600)
story4-photo xyxy=(418,606,704,756)
story4-body-col1: ಕೊಪ್ಪಳ: ನಗರದ ಸರ್ಕಾರಿ ಹಿರಿಯ ಪ್ರಾಥಮಿಕ (ಜೆಪಿಎಸ್ ಎಸ್) ಶಾಲೆಗೆ ನೀರು ಶುದ್ಧೀಕರಣ ಘಟಕದ ಯಂತ್ರ ಎರಡು ಲಕ್ಷ ರೂ ವೆಚ್ಚದ ಆರ್ ಒ ಪ್ಲಾಂಟ್ ನ್ನು ಬೆಂಗಳೂರಿನ ಡೆಸಿಗ್ನರ್ ಪರವಾಗಿ ಕೊಪ್ಪಳ ಇನ್ನರ್ ವೀಲ್ ಕ್ಲಬ್ ಅಧ್ಯಕ್ಷರಾದ ಸುಷ್ಮಾ ಪತಂಗೆ ಸೇವೆಯ ಸಲ್ಲಿಸಿದರು. ಸರ್ಕಾರಿ ಶಾಲೆಯಲ್ಲಿ ವಿದ್ಯಾರ್ಥಿಗಳ ಆರೋಗ್ಯದ ದೃಷ್ಟಿಯಿಂದ ಶುದ್ಧ ಕುಡಿಯುವ ನೀರಿನ ಪೂರೈಕೆಗಾಗಿ ಈ ಘಟಕ ಅಳವಡಿಸಲಾಗಿದೆ. ಹಾಗೂ ಶಿಕ್ಷಕರಿಗೆ ಶುದ್ಧ ಕುಡಿಯುವ ನೀರು ಪೂರೈಕೆ ಆಗುವುದರಿಂದ ಮಕ್ಕಳ ಆರೋಗ್ಯದ ಹಿತ ದೃಷ್ಟಿಯಿಂದ ಶುದ್ಧ ಕುಡಿಯುವ ನೀರಿನ ಘಟಕ ಅಳವಡಿಸಲಾಗಿದೆ. ಈ ಸಂದರ್ಭದಲ್ಲಿ ಕ್ಲಬ್ ನ ಕಾರ್ಯದರ್ಶಿ ವೀಣಾ ಪತಂಗೆ, ಶಾಲೆಯ ಮುಖ್ಯ ಗುರುಗಳು, ಶಿಕ್ಷಕರು ಹಾಗೂ ಕ್ಲಬ್ ನ ಸದಸ್ಯರು ಉಪಸ್ಥಿತರಿದ್ದರು. xyxy=(276,621,410,792)
story8-headline: ಕುಡಿಯುವ ನೀರನ್ನು ಸಮರ್ಪಕವಾಗಿ ಪೂರೈಸುವಂತೆ ರಾಜಾ ಮಹೇಂದ್ರ ಒತ್ತಾಯ xyxy=(14,1192,930,1242)
story6-byline: ■ ಬದಲಾವಣೆ ಸುದ್ದಿ xyxy=(716,874,771,884)
story8-kicker: ಪುರಸಭೆಯಲ್ಲಿ 1 ಲಕ್ಷ 14 ಸಾವಿರ ಉಳಿತಾಯದ ಬಜೆಟ್ ಮಂಡನೆ xyxy=(16,1250,192,1274)
story1-body-col3: ತುಂಗಭದ್ರಾ ಹಿನ್ನೀರು ಬಂಡವಾಳ ಕೇಂದ್ರೀಕರಣದ ಕಾರ್ಖಾನೆಗಳು, ಪರಿಸರ ಮಾಲಿನ್ಯ ಉಂಟುಮಾಡುವ ಸ್ಪಾಂಜ್ ಐರನ್, ಸಿಮೆಂಟ್, ಉಕ್ಕು ಕಾರ್ಖಾನೆಗಳು, ಸಣ್ಣ ಕಾರ್ಖಾನೆಯ ಬೃಹತ್ ಕಾರ್ಖಾನೆಗಳ ಮೇಲೆ ಸರ್ಕಾರ ಗಂಭೀರ ಕ್ರಮ ಕೈಗೊಳ್ಳಬೇಕು ಎಂದು ಕೊಪ್ಪಳ ಜಿಲ್ಲಾ ಬಚಾವೋ ಆಂದೋಲನ ಸಮಿತಿ ಆಗ್ರಹಿಸಿದೆ. ಕಾರ್ಖಾನೆಗಳ ಬಲ್ಡೋಟಾ ವಿಸ್ತರಣೆ ವಿರೋಧಿಸಿ ಕೊಪ್ಪಳ ಜಿಲ್ಲಾ ಬಚಾವೋ ಆಂದೋಲನ ಸಮಿತಿ ನೇತೃತ್ವದಲ್ಲಿ ನಡೆದ ಹೋರಾಟ ಮುಂದುವರೆದಿದೆ. ಪರಿಸರ ಹಾನಿ, ಅಂತರ್ಜಲ ಕುಸಿತ, ಕೃಷಿ ಭೂಮಿ ನಾಶ, ಜನರ ಆರೋಗ್ಯದ ಮೇಲೆ ದುಷ್ಪರಿಣಾಮ ಬೀರುವ ಕಾರ್ಖಾನೆಗಳ ವಿರುದ್ಧ ಹೋರಾಟ ತೀವ್ರಗೊಳಿಸಲಾಗುವುದು ಎಂದು ಮುಖಂಡರು ಎಚ್ಚರಿಸಿದರು. "20 ವರ್ಷಗಳಿಂದ ನಮ್ಮ ಬಳ್ಳಾರಿ ಹೊಸಪೇಟೆ ಪರಿಸರ ನಾಶ ಮಾಡಿರುವುದೇ ಉದ್ಯಮ ಭಾರತದ ಕೊಡುಗೆಯಾಗಿದೆ." ಮುಖ್ಯ ಆತಿಥೇಯರಾಗಿ ಭಾಗವಹಿಸಿದ್ದ ಧಾರವಾಡ ಸಮಾಜ ಪರಿವರ್ತನಾ ಸಮುದಾಯದ ಎಸ್ ಆರ್ ಹಿರೇಮಠ ಮಾತನಾಡಿ, "ವಿಜಯನಗರ ಕಾಲದ ನಗರವಾದ ಕೊಪ್ಪಳ ಸಮರ್ಥ ಧರ್ಮ ಜಿಲ್ಲೆಯ ಭಾಗವಾಗಿದೆ." "ಮಾರಿದನ ಗೊಬ್ಬರದಲ್ಲಿ ವಿಜಯ ಮಂಡಲಿ ಹಾಡಿದ ಹಾಡುಗಳು ಐತಿಹಾಸಿಕ ಮತ್ತು ಸಂಸ್ಕೃತಿಯ ಸಮೃದ್ಧ ವಾರಸುದಾರಿಕೆ." ಮಿನಿ ಕೈಗಾರಿಕೆಗಳನ್ನು ಸ್ಥಾಪಿಸಲಿ. ಅಲ್ಲಿನ ರೈತರಿಗೆ ಸೂಕ್ತ ಪರಿಹಾರ ನೀಡಲಿ. ಆದ್ದರಿಂದ ಜಿಲ್ಲಾಡಳಿತ ಮತ್ತು ರಾಜ್ಯ ಸರ್ಕಾರಗಳು ಹೋರಾಟವನ್ನು ಗಂಭೀರವಾಗಿ ಪರಿಗಣಿಸಿ ಸೂಕ್ತ ಕ್ರಮ ಕೈಗೊಳ್ಳಬೇಕು ಎಂದರು. ನ್ಯಾಯವಾದಿ ಸಂಗಮೇಶ ಸಾಗರ್, ಶರಣು ಶೆಟ್ಟರ್, ಡಿ ಹೆಚ್ ಪೂಜಾರ್, ಬಸವರಾಜ ಶೀಲವಂತರ, ಮಹಾಂತೇಶ ಕೊತಬಾಳ ಸೇರಿದಂತೆ ಅನೇಕರು ಉಪಸ್ಥಿತರಿದ್ದರು. xyxy=(532,113,700,407)
masthead-rule xyxy=(0,60,945,63)
story8-byline: ■ ಬದಲಾವಣೆ ಸುದ್ದಿ xyxy=(18,1280,73,1290)
story3-headline-sub: ಕಾಮಗಾರಿಗೆ ಸಚಿವರಿಂದ ಚಾಲನೆ xyxy=(56,568,220,588)
story8-photo xyxy=(200,1250,476,1380)
story8-body-col3: ಮಸ್ಕಿ: ಪುರಸಭೆ ಕಾರ್ಯಾಲಯದ ಸಭಾಂಗಣದಲ್ಲಿ ಪುರಸಭೆ ಅಧ್ಯಕ್ಷ ಡಿ.ವಿಠಲ ಅವರು 2025-26 ನೇ ಸಾಲಿನ 28 ಕೋಟಿ 41 ಲಕ್ಷದ್ದಾ ಬಜೆಟ್ ಮಂಡಿಸಿ ಸಾಮಾನ್ಯ ಸಭೆಯ ಮುಂದಿಟ್ಟರು. ಪುರಸಭೆಗೆ ಆದಾಯ 21 ಕೋಟಿ 35 ಲಕ್ಷ ರೂಪಾಯಿ ನಿರೀಕ್ಷಿಸಲಾಗಿದೆ. ಒಟ್ಟು 1 ಲಕ್ಷ 14 ಸಾವಿರ ಉಳಿತಾಯದ ಬಜೆಟ್ ಮಂಡಿಸಿದರು. ಬಜೆಟ್ ಮೇಲೆ ನಡೆದ ಚರ್ಚೆಯಲ್ಲಿ ಪುರಸಭೆ ಸದಸ್ಯ ರಾಜಾ ಮಹೇಂದ್ರ ನಾಯಕ ಮಾತನಾಡಿ, ಪಟ್ಟಣದ ಎಲ್ಲಾ ವಾರ್ಡ್ ಗಳಲ್ಲಿ ಕುಡಿಯುವ ನೀರಿನ ಸಮಸ್ಯೆ ತಲೆದೋರಿದೆ. ಬೇಸಿಗೆ ಆರಂಭವಾಗಿದ್ದು ಕುಡಿಯುವ ನೀರನ್ನು ಸಮರ್ಪಕವಾಗಿ ಪೂರೈಸಲು ಅಧಿಕಾರಿಗಳು ಕ್ರಮ ಕೈಗೊಳ್ಳಬೇಕು ಎಂದು ಒತ್ತಾಯಿಸಿದರು. ಪಟ್ಟಣದ ಜನರಿಗೆ ನಿರಂತರ ನೀರು ಪೂರೈಕೆ ಯೋಜನೆ ಕಾಮಗಾರಿ ಇನ್ನೂ ಪೂರ್ಣಗೊಂಡಿಲ್ಲ. ಬಿಂದಿಗೆ ಹಿಡಿದುಕೊಂಡು ತಿರುಗುವ ಪರಿಸ್ಥಿತಿ ಬಂದಿದೆ. ಪುರಸಭೆ ಮಳಿಗೆಗಳ ಬಾಡಿಗೆ ವಸೂಲಿ ಮಾಡಿ ಆದಾಯ ಹೆಚ್ಚಿಸಬೇಕು. ಪಟ್ಟಣದ ಸ್ವಚ್ಛತೆಗೆ ಆದ್ಯತೆ ನೀಡಬೇಕು ಎಂದು ಸದಸ್ಯರು ಒತ್ತಾಯಿಸಿದರು. ಬಜೆಟ್ ನಲ್ಲಿ ಪುರಸಭೆ ಪೌರಕಾರ್ಮಿಕರ ಆರೋಗ್ಯ ರಕ್ಷಣೆಗೆ ಸೂಕ್ತ ಹಣ ಮೀಸಲಿಡಲಾಗಿದೆ. ಪುರಸಭೆ ಸದಸ್ಯರು, ಮುಖ್ಯಾಧಿಕಾರಿ ಹಾಗೂ ಸಿಬ್ಬಂದಿ ಉಪಸ್ಥಿತರಿದ್ದರು. xyxy=(482,1251,708,1422)
story5-byline: ■ ಬದಲಾವಣೆ ಸುದ್ದಿ xyxy=(716,608,771,618)
